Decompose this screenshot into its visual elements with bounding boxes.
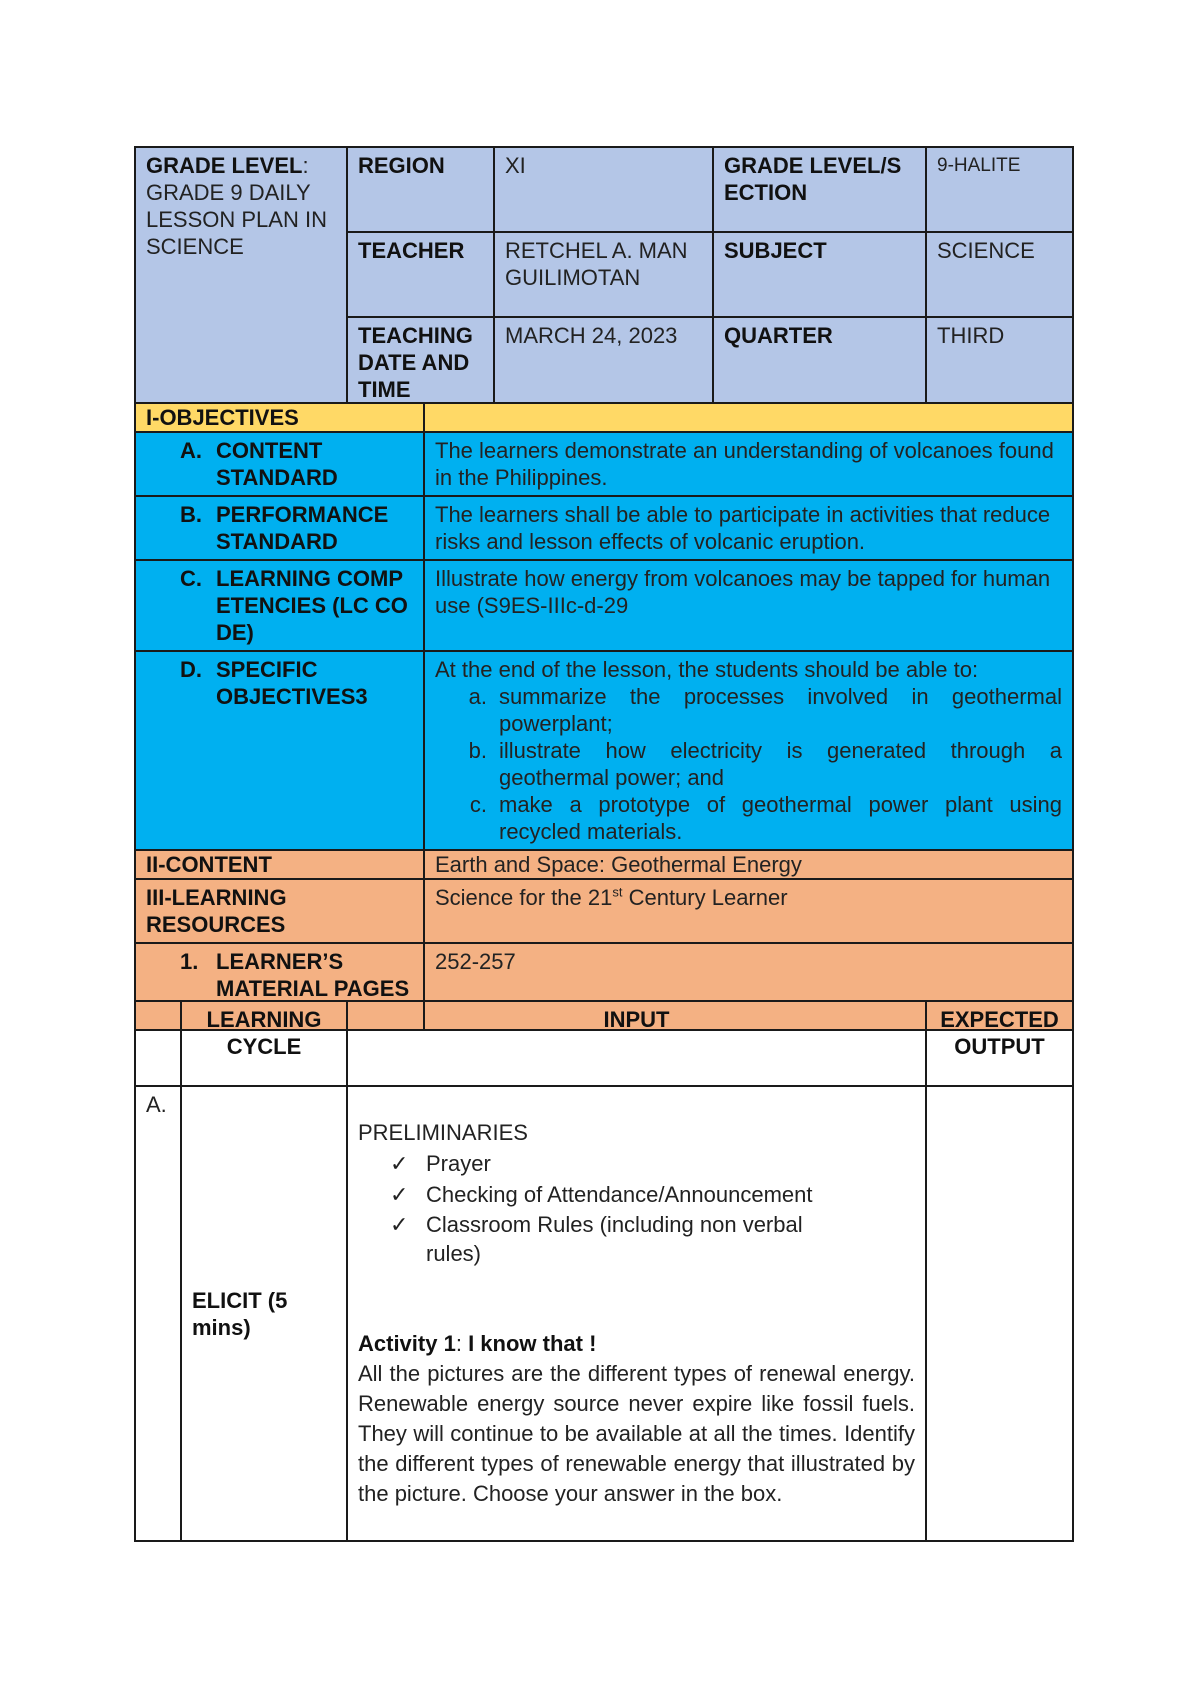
header-table [134,146,1074,409]
checklist-item: ✓ Prayer [390,1148,915,1179]
check-icon: ✓ [390,1182,409,1207]
objective-item: b. illustrate how electricity is generated through a geothermal power; and [468,738,1062,790]
region-label: REGION [347,147,494,232]
activity-text: All the pictures are the different types of renewal energy. Renewable energy source never expire like fossil fuels. They will continue to be available at all the times. Identify the different types of renewable energy that illustrated by the picture. Choose your answer in the box. [358,1361,915,1506]
check-icon: ✓ [390,1151,409,1176]
date-label: TEACHING DATE AND TIME [347,317,494,408]
subject-value: SCIENCE [926,232,1073,317]
teacher-label: TEACHER [347,232,494,317]
learning-competencies-label: LEARNING COMPETENCIES (LC CODE) [216,566,408,645]
objectives-table [134,402,1074,1031]
specific-objectives-cell [424,651,1073,850]
grade-level-value: GRADE 9 DAILY LESSON PLAN IN SCIENCE [146,180,327,259]
teacher-value: RETCHEL A. MANGUILIMOTAN [494,232,713,317]
cycle-header-blank [135,1001,181,1086]
objective-item: a. summarize the processes involved in geothermal powerplant; [468,684,1062,736]
row-letter: A. [135,1086,181,1541]
content-standard-label: CONTENT STANDARD [216,438,338,490]
section-label: GRADE LEVEL/SECTION [713,147,926,232]
col-learning-cycle: LEARNING CYCLE [181,1001,347,1086]
check-icon: ✓ [390,1212,409,1237]
specific-objectives-label: SPECIFIC OBJECTIVES3 [216,657,368,709]
performance-standard-text: The learners shall be able to participate in activities that reduce risks and lesson effects of volcanic eruption. [424,496,1073,560]
activity-heading: Activity 1: I know that ! [358,1331,597,1356]
specific-objectives-letter: D. [180,657,202,682]
objectives-title-blank [424,403,1073,432]
elicit-phase: ELICIT (5 mins) [181,1086,347,1541]
learners-material-pages: 252-257 [424,943,1073,1030]
activity-title: I know that ! [461,1331,597,1356]
region-value: XI [494,147,713,232]
performance-standard-label-cell [135,496,424,560]
specific-objectives-label-cell [135,651,424,850]
specific-objectives-intro: At the end of the lesson, the students should be able to: [435,657,979,682]
content-standard-text: The learners demonstrate an understanding of volcanoes found in the Philippines. [424,432,1073,496]
expected-output-cell [926,1086,1073,1541]
preliminaries-title: PRELIMINARIES [358,1120,528,1145]
content-value: Earth and Space: Geothermal Energy [424,850,1073,879]
subject-label: SUBJECT [713,232,926,317]
learning-competencies-label-cell [135,560,424,651]
content-label: II-CONTENT [135,850,424,879]
date-value: MARCH 24, 2023 [494,317,713,408]
checklist-item: ✓ Checking of Attendance/Announcement [390,1179,915,1210]
learners-material-label: LEARNER’S MATERIAL PAGES [216,949,410,1001]
resources-label: III-LEARNING RESOURCES [135,879,424,943]
activity-label: Activity 1 [358,1331,456,1356]
checklist-item: ✓ Classroom Rules (including non verbal rules) [390,1212,803,1266]
objective-item: c. make a prototype of geothermal power plant using recycled materials. [469,792,1062,844]
learning-competencies-letter: C. [180,566,202,591]
grade-level-label: GRADE LEVEL [146,153,303,178]
content-standard-letter: A. [180,438,202,463]
content-standard-label-cell [135,432,424,496]
quarter-label: QUARTER [713,317,926,408]
resources-value-cell: Science for the 21st Century Learner [424,879,1073,943]
learners-material-number: 1. [180,949,199,974]
grade-level-sep: : [302,153,309,178]
section-value: 9-HALITE [926,147,1073,232]
performance-standard-letter: B. [180,502,202,527]
col-expected-output: EXPECTED OUTPUT [926,1001,1073,1086]
learning-competencies-text: Illustrate how energy from volcanoes may be tapped for human use (S9ES-IIIc-d-29 [424,560,1073,651]
performance-standard-label: PERFORMANCE STANDARD [216,502,389,554]
learning-cycle-table [134,1000,1074,1542]
grade-level-cell [135,147,347,408]
input-cell [347,1086,926,1541]
quarter-value: THIRD [926,317,1073,408]
col-input: INPUT [347,1001,926,1086]
objectives-title: I-OBJECTIVES [135,403,424,432]
